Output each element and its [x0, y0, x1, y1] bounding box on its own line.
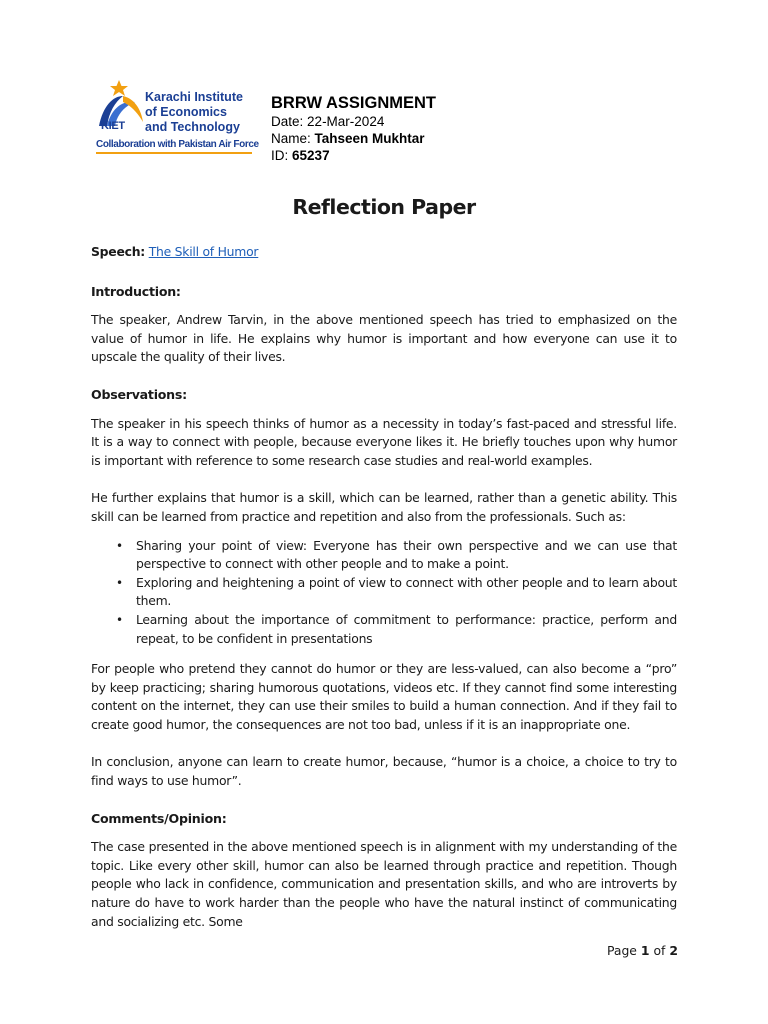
observations-paragraph-2: He further explains that humor is a skill, which can be learned, rather than a genetic ability. This skill can be learned from practice and repetition and also from the professionals. Such as:: [91, 490, 677, 524]
skills-list: [91, 537, 677, 649]
speech-link[interactable]: The Skill of Humor: [148, 244, 259, 259]
bullet-icon: •: [116, 575, 123, 590]
document-body: [91, 243, 677, 950]
speech-label: Speech:: [91, 244, 145, 259]
observations-paragraph-1: The speaker in his speech thinks of humor as a necessity in today’s fast-paced and stressful life. It is a way to connect with people, because everyone likes it. He briefly touches upon why humor is important with reference to some research case studies and real-world examples.: [91, 415, 677, 468]
logo-tagline: Collaboration with Pakistan Air Force: [96, 139, 252, 154]
page-number: Page 1 of 2: [606, 943, 678, 958]
id-value: 65237: [292, 148, 330, 163]
date-line: Date: 22-Mar-2024: [271, 114, 385, 129]
observations-paragraph-4: In conclusion, anyone can learn to create humor, because, “humor is a choice, a choice to try to find ways to use humor”.: [91, 754, 677, 789]
list-item: • Learning about the importance of commitment to performance: practice, perform and repeat, to be confident in presentations: [116, 611, 677, 646]
name-value: Tahseen Mukhtar: [314, 131, 425, 146]
page-title: Reflection Paper: [292, 195, 476, 219]
bullet-icon: •: [116, 538, 123, 553]
kiet-logo: [93, 78, 259, 162]
assignment-title: BRRW ASSIGNMENT: [271, 94, 436, 112]
assignment-header: [271, 93, 436, 164]
date-value: 22-Mar-2024: [307, 114, 385, 129]
name-line: Name: Tahseen Mukhtar: [271, 131, 425, 146]
comments-heading: Comments/Opinion:: [91, 810, 227, 826]
speech-line: [91, 243, 677, 262]
introduction-paragraph: The speaker, Andrew Tarvin, in the above mentioned speech has tried to emphasized on the value of humor in life. He explains why humor is important and how everyone can use it to upscale the quality of their lives.: [91, 312, 677, 365]
logo-organization-name: Karachi Institute of Economics and Technology: [145, 90, 243, 134]
comments-paragraph-1: The case presented in the above mentioned speech is in alignment with my understanding of the topic. Like every other skill, humor can also be learned through practice and repetition. Though people who lack in confidence, communication and presentation skills, and who are introverts by nature do have to work harder than the people who have the natural instinct of communicating and socializing etc. Some: [91, 839, 677, 929]
id-line: ID: 65237: [271, 148, 330, 163]
observations-heading: Observations:: [91, 386, 187, 402]
introduction-heading: Introduction:: [91, 283, 181, 299]
observations-paragraph-3: For people who pretend they cannot do humor or they are less-valued, can also become a “pro” by keep practicing; sharing humorous quotations, videos etc. If they cannot find some interesting content on the internet, they can use their smiles to build a human connection. And if they fail to create good humor, the consequences are not too bad, unless if it is an inappropriate one.: [91, 661, 677, 732]
list-item: • Sharing your point of view: Everyone has their own perspective and we can use that perspective to connect with other people and to make a point.: [116, 537, 677, 572]
logo-abbreviation: KIET: [101, 120, 125, 132]
list-item: • Exploring and heightening a point of view to connect with other people and to learn about them.: [116, 574, 677, 609]
bullet-icon: •: [116, 612, 123, 627]
